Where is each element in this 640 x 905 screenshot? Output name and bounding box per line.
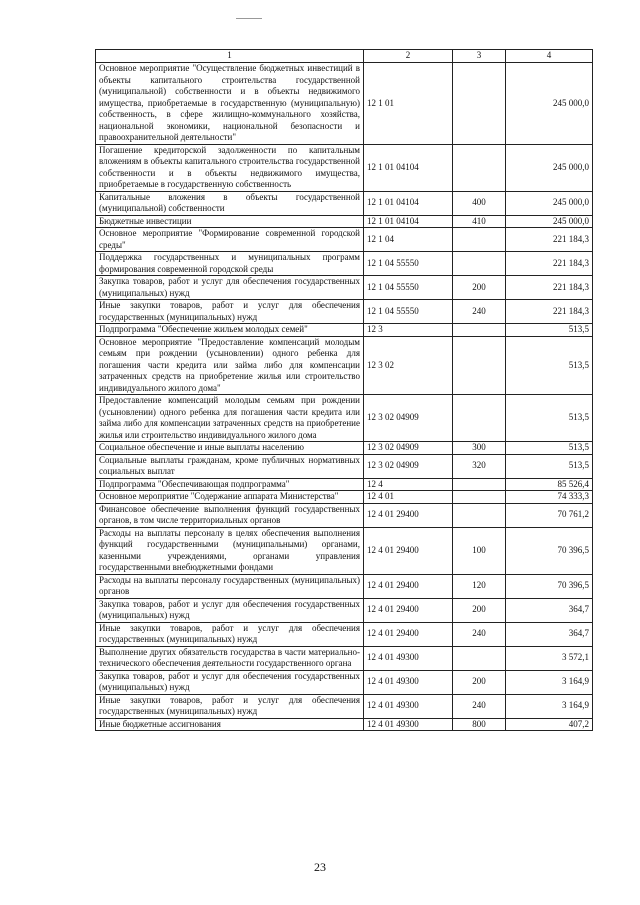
row-amount-cell: 245 000,0 — [506, 144, 593, 191]
page-number: 23 — [314, 860, 326, 874]
row-name-cell: Погашение кредиторской задолженности по капитальным вложениям в объекты капитального строительства государственной собственности и в объекты недвижимого имущества, приобретаемые в государственную собственность — [96, 144, 364, 191]
row-amount-cell: 221 184,3 — [506, 300, 593, 324]
row-expense-type-cell: 400 — [453, 191, 506, 215]
row-expense-type-cell: 200 — [453, 670, 506, 694]
row-name-cell: Основное мероприятие "Осуществление бюджетных инвестиций в объекты капитального строительства государственной (муниципальной) собственности и в объекты недвижимого имущества, приобретаемые в государственную (муниципальную) собственность, в сфере жилищно-коммунального хозяйства, национальной экономики, национальной безопасности и правоохранительной деятельности" — [96, 63, 364, 145]
row-name-cell: Закупка товаров, работ и услуг для обеспечения государственных (муниципальных) нужд — [96, 670, 364, 694]
row-code-cell: 12 4 01 29400 — [364, 598, 453, 622]
table-row — [96, 478, 593, 491]
column-number-row — [96, 50, 593, 63]
row-code-cell: 12 4 01 49300 — [364, 670, 453, 694]
table-row — [96, 300, 593, 324]
row-amount-cell: 3 572,1 — [506, 646, 593, 670]
table-row — [96, 491, 593, 504]
header-mark — [236, 18, 262, 19]
row-expense-type-cell: 200 — [453, 276, 506, 300]
table-row — [96, 503, 593, 527]
table-row — [96, 694, 593, 718]
row-amount-cell: 245 000,0 — [506, 191, 593, 215]
table-row — [96, 324, 593, 337]
table-row — [96, 574, 593, 598]
column-header-name: 1 — [96, 50, 364, 63]
row-expense-type-cell: 100 — [453, 527, 506, 574]
row-expense-type-cell — [453, 144, 506, 191]
row-name-cell: Капитальные вложения в объекты государственной (муниципальной) собственности — [96, 191, 364, 215]
row-code-cell: 12 4 01 29400 — [364, 503, 453, 527]
table-row — [96, 63, 593, 145]
row-name-cell: Основное мероприятие "Предоставление компенсаций молодым семьям при рождении (усыновлении) одного ребенка для погашения части кредита или займа либо для компенсации затраченных средств на приобретение жилья или строительство индивидуального жилого дома" — [96, 336, 364, 395]
row-code-cell: 12 3 02 04909 — [364, 395, 453, 442]
row-name-cell: Социальное обеспечение и иные выплаты населению — [96, 442, 364, 455]
table-row — [96, 670, 593, 694]
row-code-cell: 12 4 01 — [364, 491, 453, 504]
row-code-cell: 12 4 01 29400 — [364, 527, 453, 574]
row-expense-type-cell — [453, 336, 506, 395]
row-amount-cell: 221 184,3 — [506, 252, 593, 276]
row-code-cell: 12 1 01 — [364, 63, 453, 145]
row-name-cell: Подпрограмма "Обеспечение жильем молодых семей" — [96, 324, 364, 337]
row-amount-cell: 74 333,3 — [506, 491, 593, 504]
row-name-cell: Основное мероприятие "Формирование современной городской среды" — [96, 228, 364, 252]
row-amount-cell: 513,5 — [506, 395, 593, 442]
table-row — [96, 454, 593, 478]
row-expense-type-cell: 800 — [453, 718, 506, 731]
row-amount-cell: 513,5 — [506, 442, 593, 455]
row-code-cell: 12 1 04 55550 — [364, 276, 453, 300]
row-code-cell: 12 1 01 04104 — [364, 144, 453, 191]
row-code-cell: 12 4 01 49300 — [364, 646, 453, 670]
row-code-cell: 12 3 02 04909 — [364, 442, 453, 455]
row-expense-type-cell: 120 — [453, 574, 506, 598]
row-expense-type-cell — [453, 491, 506, 504]
table-row — [96, 646, 593, 670]
row-amount-cell: 513,5 — [506, 336, 593, 395]
row-amount-cell: 3 164,9 — [506, 670, 593, 694]
row-code-cell: 12 4 01 29400 — [364, 622, 453, 646]
row-expense-type-cell — [453, 395, 506, 442]
row-code-cell: 12 3 02 — [364, 336, 453, 395]
row-name-cell: Иные бюджетные ассигнования — [96, 718, 364, 731]
column-header-expense-type: 3 — [453, 50, 506, 63]
row-code-cell: 12 4 01 49300 — [364, 694, 453, 718]
row-name-cell: Расходы на выплаты персоналу в целях обеспечения выполнения функций государственными (муниципальными) органами, казенными учреждениями, органами управления государственными внебюджетными фондами — [96, 527, 364, 574]
row-amount-cell: 513,5 — [506, 454, 593, 478]
table-row — [96, 718, 593, 731]
row-code-cell: 12 4 01 29400 — [364, 574, 453, 598]
row-code-cell: 12 1 01 04104 — [364, 191, 453, 215]
row-amount-cell: 364,7 — [506, 622, 593, 646]
row-expense-type-cell — [453, 63, 506, 145]
row-amount-cell: 221 184,3 — [506, 228, 593, 252]
table-row — [96, 336, 593, 395]
row-expense-type-cell: 240 — [453, 694, 506, 718]
row-amount-cell: 513,5 — [506, 324, 593, 337]
row-expense-type-cell — [453, 252, 506, 276]
budget-table — [95, 49, 593, 731]
row-code-cell: 12 1 01 04104 — [364, 215, 453, 228]
row-code-cell: 12 1 04 55550 — [364, 252, 453, 276]
table-row — [96, 191, 593, 215]
row-amount-cell: 70 396,5 — [506, 527, 593, 574]
row-name-cell: Закупка товаров, работ и услуг для обеспечения государственных (муниципальных) нужд — [96, 276, 364, 300]
row-code-cell: 12 3 02 04909 — [364, 454, 453, 478]
row-code-cell: 12 4 — [364, 478, 453, 491]
row-expense-type-cell — [453, 228, 506, 252]
row-code-cell: 12 4 01 49300 — [364, 718, 453, 731]
row-expense-type-cell: 200 — [453, 598, 506, 622]
row-name-cell: Закупка товаров, работ и услуг для обеспечения государственных (муниципальных) нужд — [96, 598, 364, 622]
table-row — [96, 598, 593, 622]
row-amount-cell: 407,2 — [506, 718, 593, 731]
row-name-cell: Поддержка государственных и муниципальных программ формирования современной городской среды — [96, 252, 364, 276]
row-code-cell: 12 1 04 — [364, 228, 453, 252]
row-expense-type-cell — [453, 503, 506, 527]
row-expense-type-cell: 300 — [453, 442, 506, 455]
row-name-cell: Расходы на выплаты персоналу государственных (муниципальных) органов — [96, 574, 364, 598]
row-name-cell: Предоставление компенсаций молодым семьям при рождении (усыновлении) одного ребенка для погашения части кредита или займа либо для компенсации затраченных средств на приобретение жилья или строительство индивидуального жилого дома — [96, 395, 364, 442]
row-amount-cell: 70 761,2 — [506, 503, 593, 527]
table-row — [96, 228, 593, 252]
row-name-cell: Подпрограмма "Обеспечивающая подпрограмма" — [96, 478, 364, 491]
table-row — [96, 144, 593, 191]
row-expense-type-cell — [453, 324, 506, 337]
table-body — [96, 63, 593, 731]
table-row — [96, 395, 593, 442]
row-name-cell: Иные закупки товаров, работ и услуг для обеспечения государственных (муниципальных) нужд — [96, 300, 364, 324]
table-row — [96, 442, 593, 455]
row-expense-type-cell — [453, 478, 506, 491]
row-code-cell: 12 1 04 55550 — [364, 300, 453, 324]
row-amount-cell: 85 526,4 — [506, 478, 593, 491]
column-header-amount: 4 — [506, 50, 593, 63]
column-header-code: 2 — [364, 50, 453, 63]
row-expense-type-cell: 410 — [453, 215, 506, 228]
table-row — [96, 527, 593, 574]
table-row — [96, 622, 593, 646]
row-expense-type-cell: 240 — [453, 300, 506, 324]
table-row — [96, 252, 593, 276]
row-amount-cell: 245 000,0 — [506, 215, 593, 228]
row-amount-cell: 245 000,0 — [506, 63, 593, 145]
row-name-cell: Основное мероприятие "Содержание аппарата Министерства" — [96, 491, 364, 504]
row-amount-cell: 221 184,3 — [506, 276, 593, 300]
row-amount-cell: 364,7 — [506, 598, 593, 622]
table-row — [96, 215, 593, 228]
row-expense-type-cell: 240 — [453, 622, 506, 646]
row-expense-type-cell — [453, 646, 506, 670]
row-name-cell: Финансовое обеспечение выполнения функций государственных органов, в том числе территориальных органов — [96, 503, 364, 527]
row-amount-cell: 70 396,5 — [506, 574, 593, 598]
row-name-cell: Иные закупки товаров, работ и услуг для обеспечения государственных (муниципальных) нужд — [96, 694, 364, 718]
row-expense-type-cell: 320 — [453, 454, 506, 478]
table-row — [96, 276, 593, 300]
row-name-cell: Бюджетные инвестиции — [96, 215, 364, 228]
row-name-cell: Иные закупки товаров, работ и услуг для обеспечения государственных (муниципальных) нужд — [96, 622, 364, 646]
row-name-cell: Выполнение других обязательств государства в части материально-технического обеспечения деятельности государственного органа — [96, 646, 364, 670]
row-name-cell: Социальные выплаты гражданам, кроме публичных нормативных социальных выплат — [96, 454, 364, 478]
row-code-cell: 12 3 — [364, 324, 453, 337]
row-amount-cell: 3 164,9 — [506, 694, 593, 718]
